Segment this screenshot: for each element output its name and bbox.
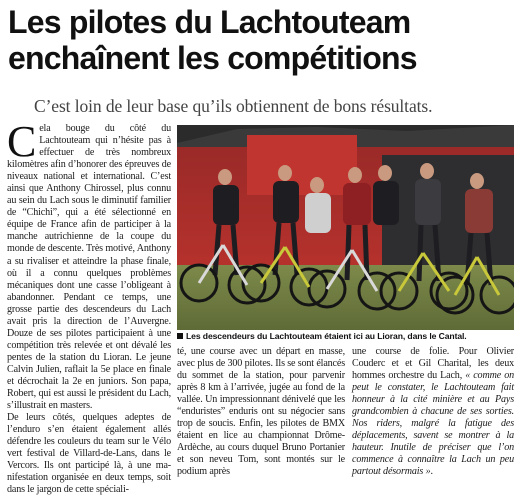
quote-text: « comme on peut le constater, le Lachtouteam fait honneur à la cité minière et au Pays grandcombien à chacune de ses sorties. Nos riders, malgré la fatigue des déplacements, savent se montrer à la hauteur. Inutile de préciser que l’on commence à connaître la Lach un peu partout désormais »	[352, 370, 514, 478]
paragraph-end: .	[430, 466, 433, 478]
article-paragraph-4	[352, 346, 514, 479]
headline-line-2: enchaînent les compétitions	[8, 40, 417, 76]
paragraph-text: ela bouge du côté du Lachtouteam qui n’hésite pas à effectuer de très nombreux kilomètres afin d’honorer des épreuves de niveaux national et international. C’est ainsi que Anthony Chirossel, plus connu au sein du Lach sous le diminutif familier de “Chichi”, qui a été sélectionné en équipe de France afin de participer à la manche autrichienne de la coupe du monde de descente. Très motivé, Anthony a su rivaliser et atteindre la phase finale, où il a connu quelques problèmes mécaniques dont une casse l’obligeant à abandonner. Pendant ce temps, une grosse partie des descendeurs du Lach avait pris la direction de l’Auvergne. Douze de ses pilotes participaient à une compétition très relevée et ont dévalé les pentes de la station du Lioran. Le jeune Calvin Julien, raflait la 5e place en finale et décrochait la 2e en juniors. Son papa, Robert, qui est aussi le président du Lach, s’illustrait en masters.	[7, 123, 171, 412]
headline	[8, 4, 518, 76]
article-paragraph-3: té, une course avec un départ en masse, avec plus de 300 pilotes. Ils se sont élancés du sommet de la station, pour parvenir après 8 km à l’arrivée, jugée au fond de la vallée. Un impressionnant dénivelé que les “enduristes” enduris ont su négocier sans trop de soucis. Enfin, les pilotes de BMX étaient en lice au championnat Drôme-Ardèche, au cours duquel Bruno Portanier et son neveu Tom, sont montés sur le podium après	[177, 346, 345, 478]
paragraph-text: une course de folie. Pour Olivier Couderc et et Gil Charital, les deux hommes orchestre du Lach,	[352, 346, 514, 382]
drop-cap: C	[7, 117, 37, 166]
article-paragraph-2: De leurs côtés, quelques adeptes de l’enduro s’en étaient également allés défendre les couleurs du team sur le Vélo vert festival de Villard-de-Lans, dans le Vercors. Ils ont participé là, à une ma-nifestation organisée en deux temps, soit dans le jargon de cette spéciali-	[7, 412, 171, 496]
caption-bullet	[177, 333, 183, 339]
team-photo	[177, 125, 514, 330]
headline-line-1: Les pilotes du Lachtouteam	[8, 4, 411, 40]
caption-text: Les descendeurs du Lachtouteam étaient ici au Lioran, dans le Cantal.	[186, 331, 467, 341]
photo-caption	[177, 331, 514, 341]
article-paragraph-1	[7, 117, 171, 412]
team-photo-image	[177, 125, 514, 330]
subtitle: C’est loin de leur base qu’ils obtiennent de bons résultats.	[34, 96, 433, 116]
article-column-2	[177, 346, 345, 479]
article-column-1	[7, 117, 171, 496]
article-column-3	[352, 346, 514, 479]
